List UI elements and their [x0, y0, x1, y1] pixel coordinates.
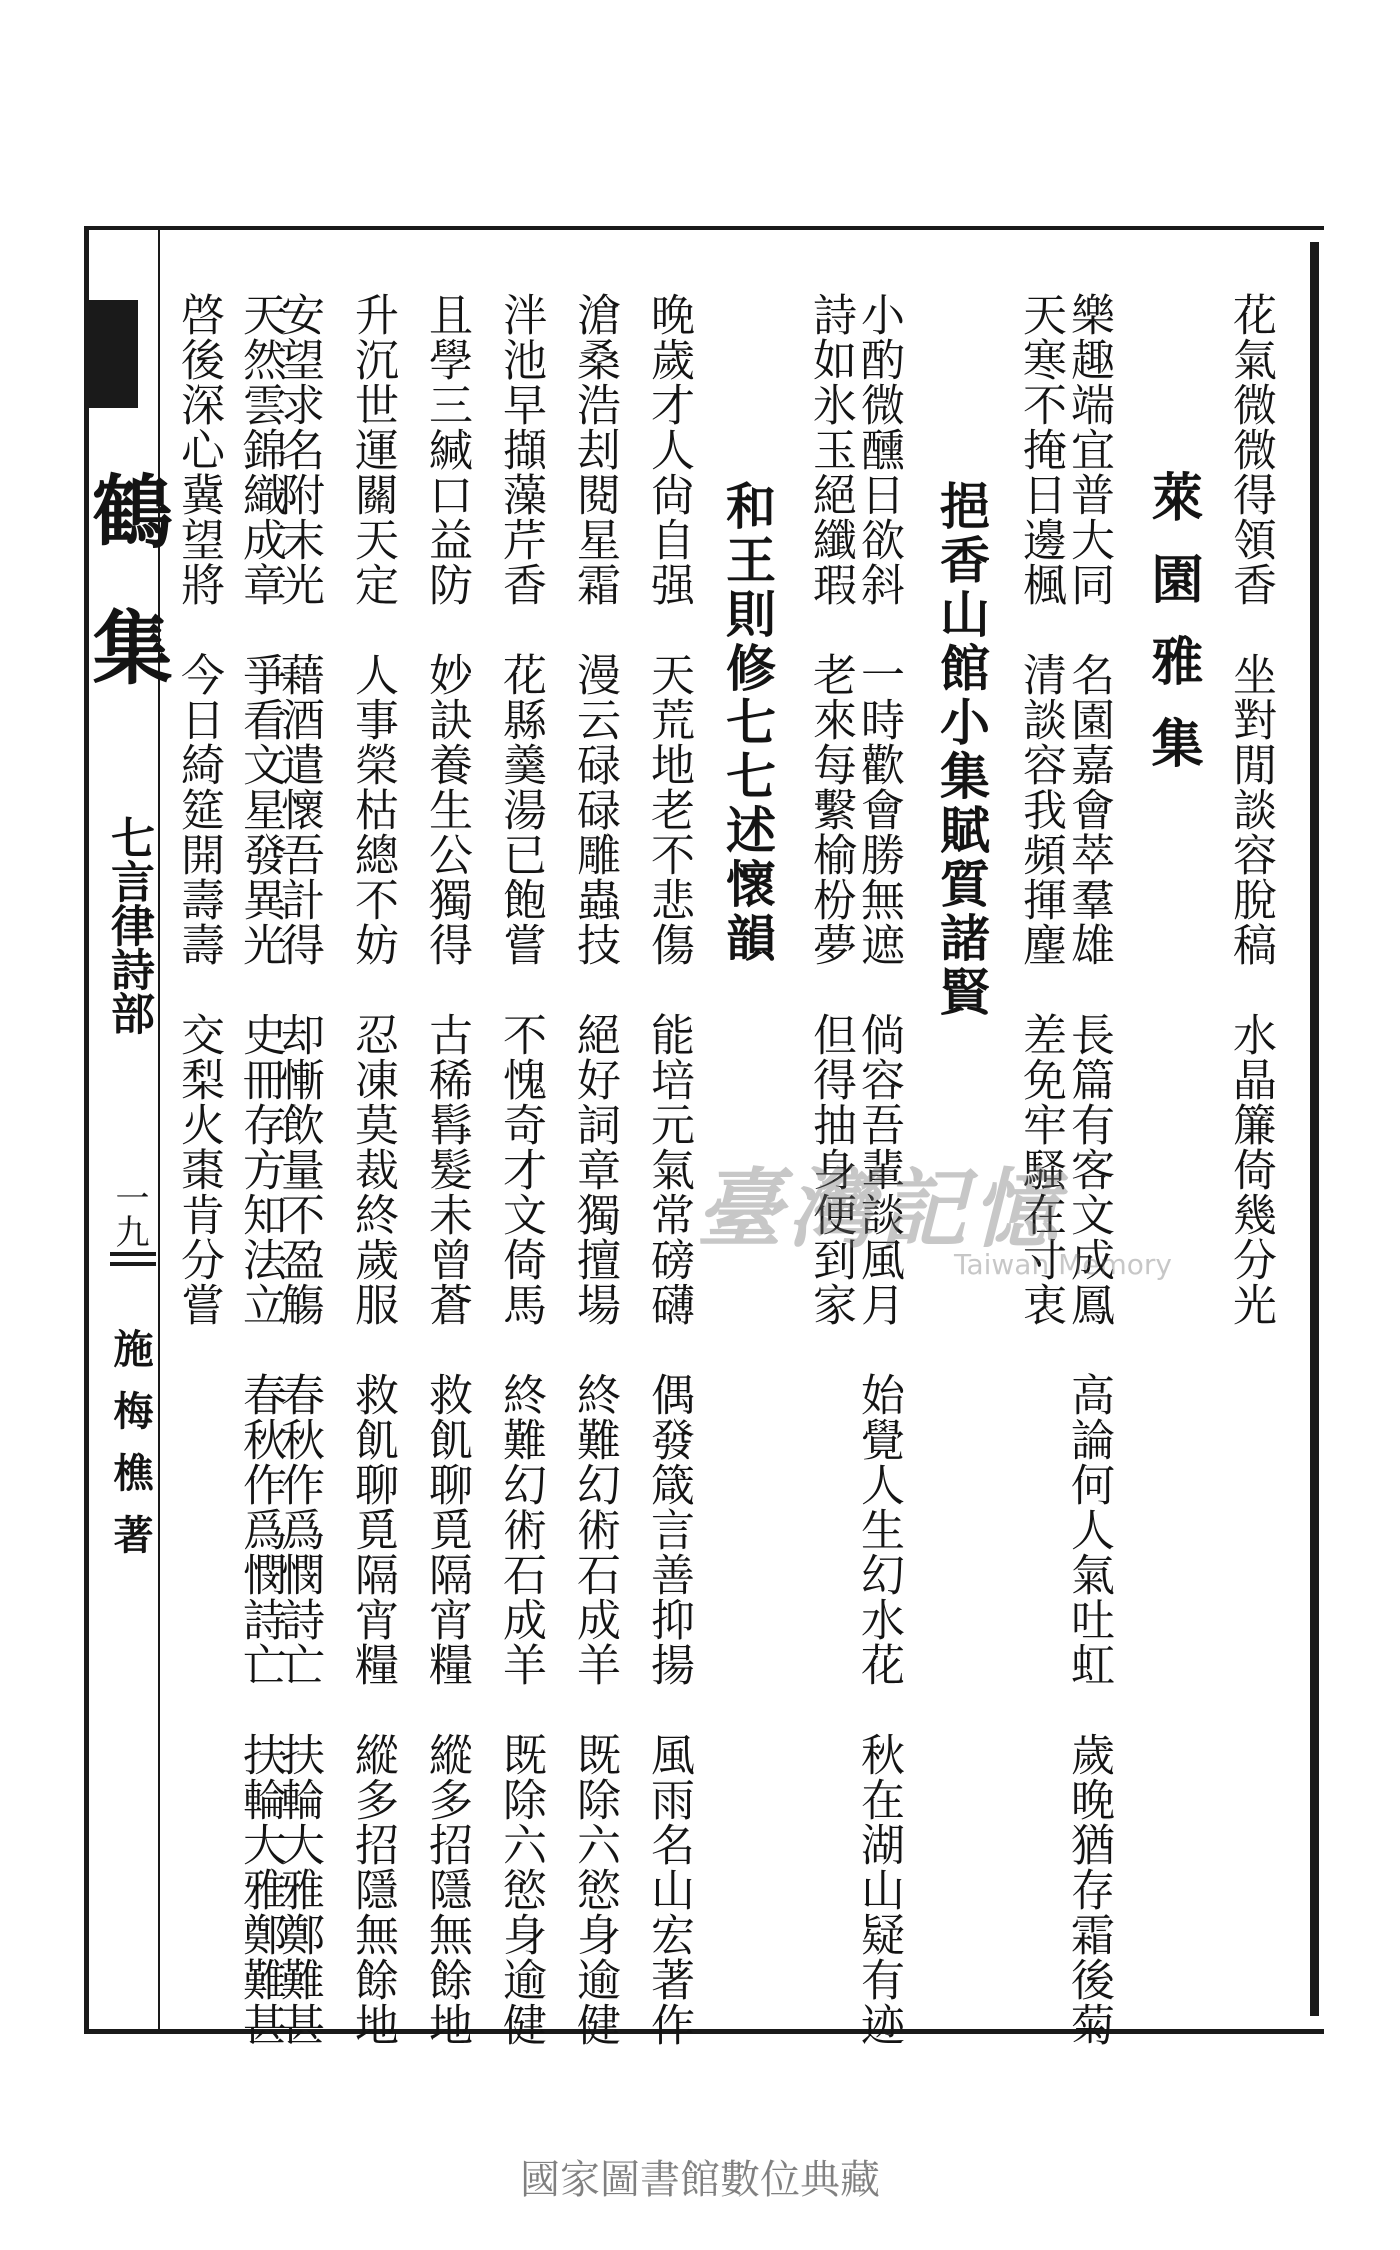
gutter-tick-lower — [110, 1262, 156, 1266]
text-column: 天然雲錦織成章 爭看文星發異光 史冊存方知法立 春秋作爲憫詩亡 扶輪大雅鄭難甚 — [235, 292, 286, 2047]
page-number: 一九 — [109, 1180, 149, 1248]
gutter-title-char: 鶴 — [79, 470, 173, 550]
text-column: 啓後深心冀望將 今日綺筵開壽壽 交梨火棗肯分嘗 — [173, 292, 224, 1327]
gutter-fish-tail-mark — [88, 300, 138, 408]
text-column: 安望求名附末光 藉酒遣懷吾計得 却慚飲量不盈觴 春秋作爲憫詩亡 扶輪大雅鄭難甚 — [273, 292, 324, 2047]
watermark-english: Taiwan Memory — [954, 1248, 1172, 1281]
text-column: 天寒不掩日邊楓 清談容我頻揮麈 差免牢騷在寸衷 — [1015, 292, 1066, 1327]
text-column: 升沉世運關天定 人事榮枯總不妨 忍凍莫裁終歲服 救飢聊覓隔宵糧 縱多招隱無餘地 — [347, 292, 398, 2047]
gutter-title-char: 集 — [79, 606, 173, 686]
footer-credit: 國家圖書館數位典藏 — [520, 2157, 880, 2203]
text-column: 滄桑浩刦閱星霜 漫云碌碌雕蟲技 絕好詞章獨擅場 終難幻術石成羊 既除六慾身逾健 — [569, 292, 620, 2047]
poem-title: 和王則修七七述懷韻 — [718, 480, 777, 966]
gutter-section-label: 七言律詩部 — [103, 815, 154, 1035]
poem-title: 萊園雅集 — [1142, 470, 1203, 798]
gutter-tick-upper — [110, 1252, 156, 1256]
right-border-rule — [1310, 242, 1319, 2016]
text-column: 花氣微微得領香 坐對閒談容脫稿 水晶簾倚幾分光 — [1225, 292, 1276, 1327]
taiwan-memory-watermark — [696, 1140, 1196, 1300]
watermark-chinese: 臺灣記憶 — [696, 1159, 1064, 1260]
text-column: 詩如氷玉絕纖瑕 老來每繫榆枌夢 但得抽身便到家 — [805, 292, 856, 1327]
text-column: 且學三緘口益防 妙訣養生公獨得 古稀髥髮未曾蒼 救飢聊覓隔宵糧 縱多招隱無餘地 — [421, 292, 472, 2047]
text-column: 小酌微醺日欲斜 一時歡會勝無遮 倘容吾輩談風月 始覺人生幻水花 秋在湖山疑有迹 — [853, 292, 904, 2047]
text-column: 晚歲才人尙自强 天荒地老不悲傷 能培元氣常磅礴 偶發箴言善抑揚 風雨名山宏著作 — [643, 292, 694, 2047]
text-column: 泮池早擷藻芹香 花縣羹湯已飽嘗 不愧奇才文倚馬 終難幻術石成羊 既除六慾身逾健 — [495, 292, 546, 2047]
poem-title: 挹香山館小集賦質諸賢 — [932, 480, 991, 1020]
author-credit: 施梅樵著 — [107, 1328, 154, 1576]
text-column: 樂趣端宜普大同 名園嘉會萃羣雄 長篇有客文成鳳 高論何人氣吐虹 歲晚猶存霜後菊 — [1063, 292, 1114, 2047]
